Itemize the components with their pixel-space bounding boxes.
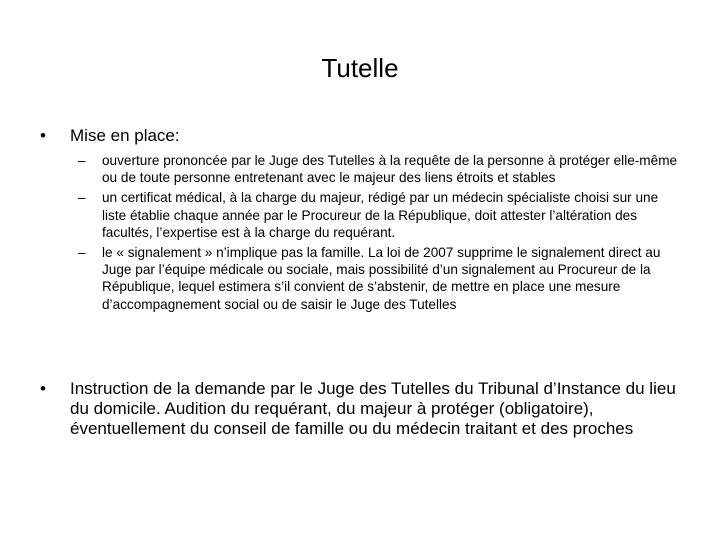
bullet-text: Instruction de la demande par le Juge des Tutelles du Tribunal d’Instance du lieu du domicile. Audition du requérant, du majeur à protéger (obligatoire), éventuellement du conseil de famille ou du médecin traitant et des proches: [70, 379, 676, 438]
bullet-text: Mise en place:: [70, 126, 180, 145]
dash-marker: –: [78, 153, 86, 168]
sub-bullet-text: un certificat médical, à la charge du majeur, rédigé par un médecin spécialiste choisi sur une liste établie chaque année par le Procureur de la République, doit attester l’altération des facultés, l’expertise est à la charge du requérant.: [102, 190, 659, 240]
dash-marker: –: [78, 245, 86, 261]
sub-bullet-list: [78, 152, 678, 316]
dash-marker: –: [78, 190, 86, 206]
bullet-marker: •: [40, 126, 46, 145]
slide-title: Tutelle: [321, 53, 399, 83]
bullet-instruction: [40, 379, 690, 439]
sub-bullet-ouverture: [78, 152, 678, 186]
sub-bullet-text: le « signalement » n’implique pas la famille. La loi de 2007 supprime le signalement direct au Juge par l’équipe médicale ou sociale, mais possibilité d’un signalement au Procureur de la République, lequel estimera s’il convient de s’abstenir, de mettre en place une mesure d’accompagnement social ou de saisir le Juge des Tutelles: [102, 245, 661, 312]
bullet-mise-en-place: [40, 126, 690, 146]
sub-bullet-text: ouverture prononcée par le Juge des Tutelles à la requête de la personne à protéger elle-même ou de toute personne entretenant avec le majeur des liens étroits et stables: [102, 153, 678, 186]
bullet-marker: •: [40, 379, 46, 398]
sub-bullet-signalement: [78, 244, 678, 313]
sub-bullet-certificat: [78, 189, 678, 241]
